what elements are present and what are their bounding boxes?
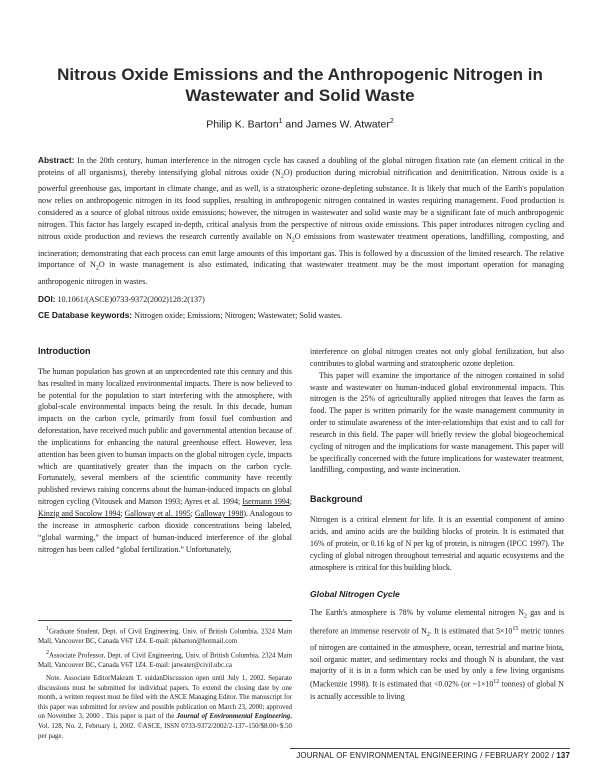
- note-text: , Vol. 128, No. 2, February 1, 2002. ©ASCE, ISSN 0733-9372/2002/2-137–150/$8.00+$.50 per page.: [38, 713, 292, 740]
- gnc-paragraph: [310, 607, 564, 702]
- abstract-text: O in waste management is also estimated, indicating that wastewater treatment may be the most important operation for managing anthropogenic nitrogen in wastes.: [38, 260, 565, 286]
- footnote-text: Graduate Student, Dept. of Civil Engineering, Univ. of British Columbia, 2324 Main Mall, Vancouver BC, Canada V6T 1Z4. E-mail: pkbarton@hotmail.com: [38, 628, 292, 645]
- keywords-label: CE Database keywords:: [38, 310, 133, 320]
- keywords-value: Nitrogen oxide; Emissions; Nitrogen; Wastewater; Solid wastes.: [134, 311, 343, 320]
- intro-paragraph: This paper will examine the importance of the nitrogen contained in solid waste and wastewater on human-induced global environmental impacts. This nitrogen is the 25% of agriculturally applied nitrogen that leaves the farm as food. The paper is written primarily for the waste management community in order to stimulate awareness of the inter-relationships that exist and to call for research in this field. The paper will briefly review the global biogeochemical cycling of nitrogen and the implications for waste management. This paper will be specifically concerned with the future implications for wastewater treatment, landfilling, composting, and waste incineration.: [310, 370, 564, 475]
- intro-paragraph: [38, 366, 292, 556]
- abstract-label: Abstract:: [38, 155, 75, 165]
- editorial-note: [38, 674, 292, 741]
- citation-link[interactable]: Isermann 1994: [242, 497, 290, 507]
- body-text: tonnes) of global N is actually accessible to living: [310, 679, 564, 701]
- abstract: [38, 155, 564, 288]
- affiliation-marker: 2: [389, 118, 394, 125]
- author-line: [30, 118, 570, 131]
- citation-link[interactable]: Galloway et al. 1995: [124, 508, 191, 518]
- author-separator: and: [282, 118, 306, 131]
- abstract-text: O) production during microbial nitrification and denitrification. Nitrous oxide is a powerful greenhouse gas, important in climate change, and as well, is a stratospheric ozone-depleting substance. It is likely that much of the Earth's population now relies on anthropogenic nitrogen in its food supplies, resulting in anthropogenic nitrogen contained in wastes requiring management. Food production is considered as a source of global nitrous oxide emissions; however, the nitrogen in wastewater and solid waste may be a significant fate of much anthropogenic nitrogen. This factor has largely escaped in-depth, critical analysis from the perspective of nitrous oxide emissions. This paper introduces nitrogen cycling and nitrous oxide production and reviews the research currently available on N: [38, 167, 565, 242]
- paper-title: Nitrous Oxide Emissions and the Anthropogenic Nitrogen in Wastewater and Solid Waste: [57, 65, 543, 105]
- subscript: 2: [426, 631, 430, 638]
- section-heading-background: Background: [310, 494, 363, 505]
- footnote-marker: 1: [46, 626, 49, 632]
- author-name: Philip K. Barton: [206, 118, 279, 131]
- left-column: [38, 346, 292, 555]
- author-name: James W. Atwater: [305, 118, 390, 131]
- body-text: metric tonnes of nitrogen are contained in the atmosphere, ocean, terrestrial and marine biota, soil organic matter, and sedimentary rocks and though N is abundant, the vast majority of it is in a form which can be used by only a few living organisms (Mackenzie 1998). It is estimated that <0.02% (or ~1×10: [310, 626, 564, 689]
- body-text: The human population has grown at an unprecedented rate this century and this has resulted in many localized environmental impacts. There is now believed to be potential for the population to start interfering with the atmosphere, with global-scale environmental impacts being the result. In this decade, human impacts on the carbon cycle, primarily from fossil fuel combustion and deforestation, have received much public and governmental attention because of the implications for enhancing the natural greenhouse effect. However, less attention has been given to human impacts on the global nitrogen cycle, impacts which are quantitatively greater than the impacts on the carbon cycle. Fortunately, several members of the scientific community have recently published reviews raising concerns about the human-induced impacts on global nitrogen cycling (Vitousek and Matson 1993; Ayres et al. 1994;: [38, 366, 292, 507]
- footnote-text: Associate Professor, Dept. of Civil Engineering, Univ. of British Columbia, 2324 Main Mall, Vancouver BC, Canada V6T 1Z4. E-mail: jatwater@civil.ubc.ca: [38, 652, 292, 670]
- citation-separator: ;: [120, 508, 125, 518]
- superscript: 12: [493, 679, 500, 686]
- affiliation-marker: 1: [278, 118, 283, 125]
- note-text: Note. Associate EditorMakram T. suidanDiscussion open until July 1, 2002. Separate discussions must be submitted for individual papers. To extend the closing date by one month, a written request must be filed with the ASCE Managing Editor. The manuscript for this paper was submitted for review and possible publication on March 23, 2000; approved on November 3, 2000 . This paper is part of the: [38, 674, 292, 721]
- superscript: 15: [512, 625, 519, 632]
- subsection-heading-global-nitrogen-cycle: Global Nitrogen Cycle: [310, 589, 400, 600]
- keywords-line: [38, 310, 564, 320]
- subscript: 2: [280, 173, 284, 180]
- page-number: 137: [556, 751, 570, 760]
- subscript: 2: [291, 237, 295, 244]
- journal-name: Journal of Environmental Engineering: [176, 713, 291, 721]
- doi-line: [38, 294, 564, 304]
- intro-continued: interference on global nitrogen creates not only global fertilization, but also contributes to global warming and stratospheric ozone depletion.: [310, 347, 564, 368]
- footer-journal: JOURNAL OF ENVIRONMENTAL ENGINEERING / FEBRUARY 2002 /: [296, 751, 557, 760]
- body-text: The Earth's atmosphere is 78% by volume elemental nitrogen N: [310, 608, 524, 618]
- doi-label: DOI:: [38, 294, 56, 304]
- page-footer: [290, 748, 570, 760]
- citation-link[interactable]: Kinzig and Socolow 1994: [38, 508, 121, 518]
- background-paragraph: Nitrogen is a critical element for life. It is an essential component of amino acids, and amino acids are the building blocks of protein. It is estimated that 16% of protein, or 0.16 kg of N per kg of protein, is nitrogen (IPCC 1997). The cycling of global nitrogen throughout terrestrial and aquatic ecosystems and the atmosphere is critical for this building block.: [310, 515, 564, 572]
- footnotes: [38, 620, 292, 744]
- subscript: 2: [95, 266, 99, 273]
- abstract-text: O emissions from wastewater treatment operations, landfilling, composting, and incineration; demonstrating that each process can emit large amounts of this important gas. This is followed by a discussion of the limited research. The relative importance of N: [38, 232, 564, 270]
- body-text: . It is estimated that 5×10: [429, 626, 513, 636]
- right-column: [310, 346, 564, 703]
- citation-separator: ;: [289, 497, 292, 507]
- section-heading-introduction: Introduction: [38, 346, 91, 356]
- body-text: ). Analogous to the increase in atmospheric carbon dioxide concentrations being labeled, “global warming,” the impact of human-induced interference of the global nitrogen has been called “global fertilization.” Unfortunately,: [38, 508, 292, 554]
- doi-value[interactable]: 10.1061/(ASCE)0733-9372(2002)128:2(137): [57, 295, 205, 304]
- footnote-marker: 2: [46, 650, 49, 657]
- body-text: gas and is therefore an immense reservoir of N: [310, 608, 565, 636]
- footnote-affiliation: [38, 649, 292, 670]
- citation-separator: ;: [190, 508, 195, 518]
- citation-link[interactable]: Galloway 1998: [194, 508, 244, 518]
- abstract-text: In the 20th century, human interference in the nitrogen cycle has caused a doubling of the global nitrogen fixation rate (an element critical in the proteins of all organisms), thereby intensifying global nitrous oxide (N: [38, 156, 564, 177]
- subscript: 2: [523, 613, 527, 620]
- footnote-affiliation: [38, 625, 292, 646]
